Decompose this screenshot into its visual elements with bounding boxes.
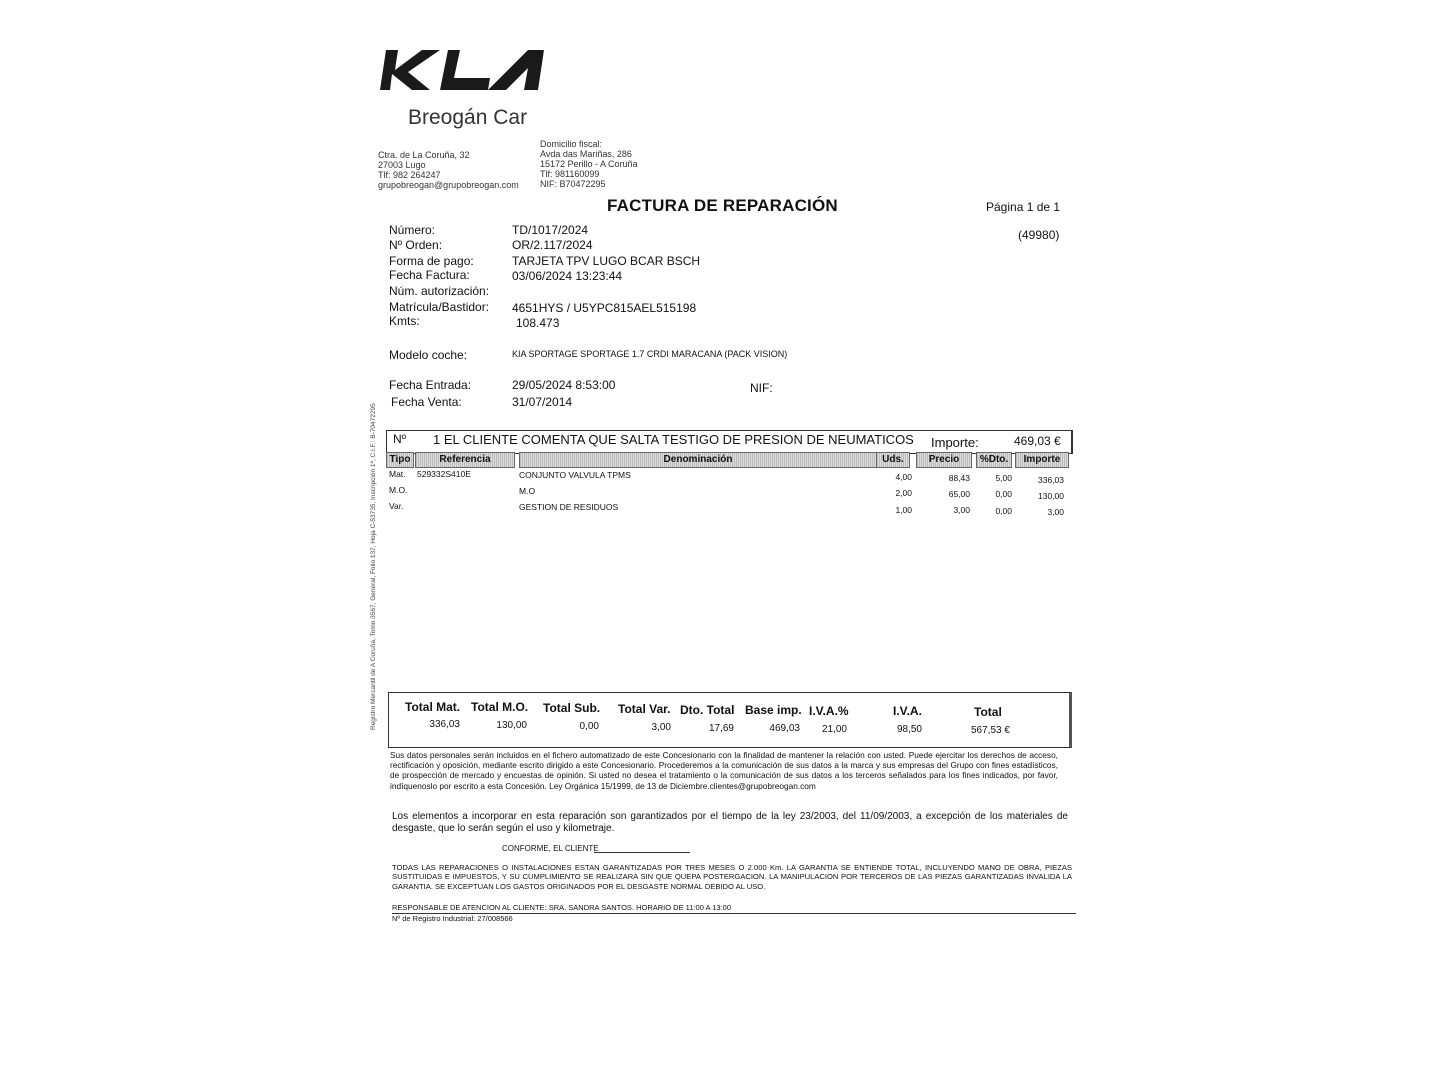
col-importe: Importe [1015, 452, 1069, 468]
operation-importe: 469,03 € [1014, 434, 1061, 448]
numero-value: TD/1017/2024 [512, 223, 589, 237]
fecha-venta-value: 31/07/2014 [512, 395, 573, 409]
line-dto: 0,00 [995, 506, 1012, 516]
address-line: Tlf: 982 264247 [378, 170, 441, 180]
fecha-factura-value: 03/06/2024 13:23:44 [512, 269, 623, 283]
matricula-value: 4651HYS / U5YPC815AEL515198 [512, 301, 697, 315]
total-header: Base imp. [745, 703, 802, 717]
operation-importe-label: Importe: [931, 435, 979, 450]
brand-name: Breogán Car [408, 106, 528, 129]
page-number: Página 1 de 1 [986, 200, 1061, 214]
address-line: 27003 Lugo [378, 160, 426, 170]
total-header: Total Var. [618, 702, 671, 716]
col-denominacion: Denominación [519, 452, 877, 468]
modelo-label: Modelo coche: [389, 348, 468, 362]
line-tipo: Mat. [389, 469, 406, 479]
address-line: Domicilio fiscal: [540, 139, 603, 149]
line-importe: 3,00 [1047, 507, 1064, 517]
line-precio: 88,43 [948, 473, 970, 483]
numero-label: Número: [389, 223, 436, 237]
total-value: 98,50 [896, 724, 922, 735]
total-value: 336,03 [429, 719, 460, 730]
address-line: NIF: B70472295 [540, 179, 606, 189]
address-line: Avda das Mariñas, 286 [540, 149, 632, 159]
line-dto: 0,00 [995, 489, 1012, 499]
line-denominacion: M.O [519, 486, 536, 496]
total-header: Total Sub. [543, 701, 601, 715]
total-value: 469,03 [769, 723, 800, 734]
operation-description: 1 EL CLIENTE COMENTA QUE SALTA TESTIGO DE PRESION DE NEUMATICOS [433, 432, 914, 447]
line-precio: 3,00 [953, 505, 970, 515]
address-left [378, 150, 519, 190]
autorizacion-label: Núm. autorización: [389, 284, 490, 298]
address-line: 15172 Perillo - A Coruña [540, 159, 638, 169]
total-value: 17,69 [708, 723, 734, 734]
line-importe: 130,00 [1038, 491, 1064, 501]
orden-label: Nº Orden: [389, 238, 443, 252]
pago-value: TARJETA TPV LUGO BCAR BSCH [512, 254, 701, 268]
line-uds: 4,00 [895, 472, 912, 482]
total-value: 0,00 [579, 721, 599, 732]
line-denominacion: GESTION DE RESIDUOS [519, 502, 619, 512]
modelo-value: KIA SPORTAGE SPORTAGE 1.7 CRDI MARACANA (PACK VISION) [512, 349, 788, 359]
total-value-final: 567,53 € [971, 725, 1010, 736]
total-header: Total Mat. [405, 700, 461, 714]
total-header: I.V.A.% [809, 704, 849, 718]
line-dto: 5,00 [995, 473, 1012, 483]
address-right [540, 139, 638, 189]
address-line: Tlf: 981160099 [540, 169, 600, 179]
conforme-label: CONFORME, EL CLIENTE [502, 844, 599, 853]
reference-number: (49980) [1018, 228, 1060, 242]
line-tipo: M.O. [389, 485, 408, 495]
line-uds: 2,00 [895, 488, 912, 498]
repairs-guarantee-text: TODAS LAS REPARACIONES O INSTALACIONES ESTAN GARANTIZADAS POR TRES MESES O 2.000 Km. LA GARANTIA SE ENTIENDE TOTAL, INCLUYENDO MANO DE OBRA, PIEZAS SUSTITUIDAS E IMPUESTOS, Y SU CUMPLIMIENTO SE REALIZARA SIN QUE QUEPA POSTERGACION. LA MANIPULACION POR TERCEROS DE LAS PIEZAS GARANTIZADAS INVALIDA LA GARANTIA. SE EXCEPTUAN LOS GASTOS ORIGINADOS POR EL DESGASTE NORMAL DEBIDO AL USO. [392, 863, 1072, 891]
fecha-entrada-value: 29/05/2024 8:53:00 [512, 378, 616, 392]
fecha-factura-label: Fecha Factura: [389, 268, 470, 282]
col-uds: Uds. [876, 452, 910, 468]
line-denominacion: CONJUNTO VALVULA TPMS [519, 470, 631, 480]
matricula-label: Matrícula/Bastidor: [389, 300, 490, 314]
total-header: Total [974, 705, 1002, 719]
fecha-venta-label: Fecha Venta: [391, 395, 462, 409]
total-header: Total M.O. [471, 700, 529, 714]
total-value: 3,00 [651, 722, 671, 733]
line-uds: 1,00 [895, 505, 912, 515]
guarantee-text: Los elementos a incorporar en esta reparación son garantizados por el tiempo de la ley 23/2003, del 11/09/2003, a excepción de los materiales de desgaste, que lo serán según el uso y kilometraje. [392, 811, 1068, 834]
nif-label: NIF: [750, 381, 773, 395]
kia-logo [378, 44, 564, 94]
col-referencia: Referencia [415, 452, 515, 468]
operation-no-label: Nº [393, 432, 407, 446]
registry-side-text: Registro Mercantil de A Coruña, Tomo 3567, General, Folio 137, Hoja C-53735, Inscripción 1ª, C.I.F.: B-70472295 [370, 403, 377, 730]
fecha-entrada-label: Fecha Entrada: [389, 378, 472, 392]
total-value: 21,00 [821, 724, 847, 735]
total-header: Dto. Total [680, 703, 735, 717]
line-importe: 336,03 [1038, 475, 1064, 485]
registro-industrial: Nº de Registro Industrial: 27/008566 [392, 914, 513, 923]
line-precio: 65,00 [948, 489, 970, 499]
col-tipo: Tipo [386, 452, 414, 468]
document-title: FACTURA DE REPARACIÓN [607, 196, 838, 215]
total-header: I.V.A. [893, 704, 922, 718]
responsable-text: RESPONSABLE DE ATENCION AL CLIENTE: SRA. SANDRA SANTOS. HORARIO DE 11:00 A 13:00 [392, 903, 732, 912]
pago-label: Forma de pago: [389, 254, 474, 268]
address-line: grupobreogan@grupobreogan.com [378, 180, 519, 190]
signature-line [594, 852, 690, 853]
address-line: Ctra. de La Coruña, 32 [378, 150, 470, 160]
col-precio: Precio [916, 452, 972, 468]
total-value: 130,00 [496, 720, 527, 731]
kmts-value: 108.473 [516, 316, 560, 330]
privacy-notice: Sus datos personales serán incluidos en el fichero automatizado de este Concesionario con la finalidad de mantener la relación con usted. Puede ejercitar los derechos de acceso, rectificación y oposición, mediante escrito dirigido a este Concesionario. Procederemos a la comunicación de sus datos a la marca y sus empresas del Grupo con fines estadísticos, de prospección de mercado y encuestas de opinión. Si usted no desea el tratamiento o la comunicación de sus datos a los terceros señalados para los fines indicados, por favor, indíquenoslo por escrito a esta Concesión. Ley Orgánica 15/1999, de 13 de Diciembre.clientes@grupobreogan.com [390, 750, 1058, 791]
kmts-label: Kmts: [389, 314, 420, 328]
col-dto: %Dto. [976, 452, 1012, 468]
orden-value: OR/2.117/2024 [512, 238, 593, 252]
line-referencia: 529332S410E [417, 469, 471, 479]
line-tipo: Var. [389, 501, 404, 511]
